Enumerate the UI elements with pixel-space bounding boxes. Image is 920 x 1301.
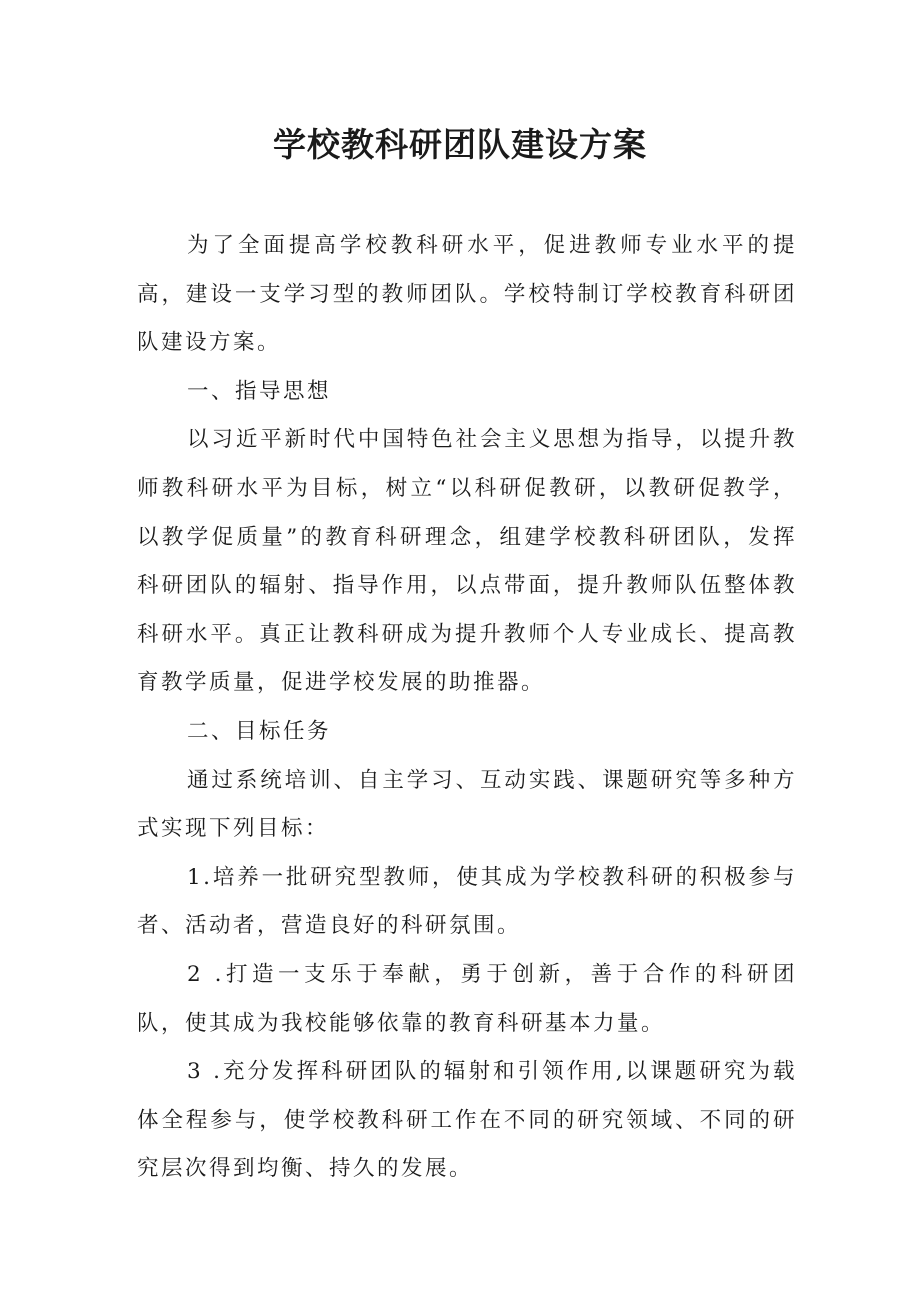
goals-intro-paragraph: 通过系统培训、自主学习、互动实践、课题研究等多种方式实现下列目标：	[137, 767, 797, 842]
document-title: 学校教科研团队建设方案	[273, 125, 647, 164]
goal-item-1: 1.培养一批研究型教师，使其成为学校教科研的积极参与者、活动者，营造良好的科研氛围。	[137, 864, 797, 939]
section-heading-goals-tasks: 二、目标任务	[187, 718, 332, 744]
section-heading-guiding-ideology: 一、指导思想	[187, 378, 332, 404]
document-body	[137, 222, 797, 1194]
intro-paragraph: 为了全面提高学校教科研水平，促进教师专业水平的提高，建设一支学习型的教师团队。学校特制订学校教育科研团队建设方案。	[137, 233, 797, 356]
goal-item-3: 3 .充分发挥科研团队的辐射和引领作用,以课题研究为载体全程参与，使学校教科研工作在不同的研究领域、不同的研究层次得到均衡、持久的发展。	[137, 1059, 797, 1182]
guiding-ideology-paragraph: 以习近平新时代中国特色社会主义思想为指导，以提升教师教科研水平为目标，树立“以科研促教研，以教研促教学，以教学促质量”的教育科研理念，组建学校教科研团队，发挥科研团队的辐射、指导作用，以点带面，提升教师队伍整体教科研水平。真正让教科研成为提升教师个人专业成长、提高教育教学质量，促进学校发展的助推器。	[137, 427, 797, 696]
goal-item-2: 2 .打造一支乐于奉献，勇于创新，善于合作的科研团队，使其成为我校能够依靠的教育科研基本力量。	[137, 961, 797, 1036]
